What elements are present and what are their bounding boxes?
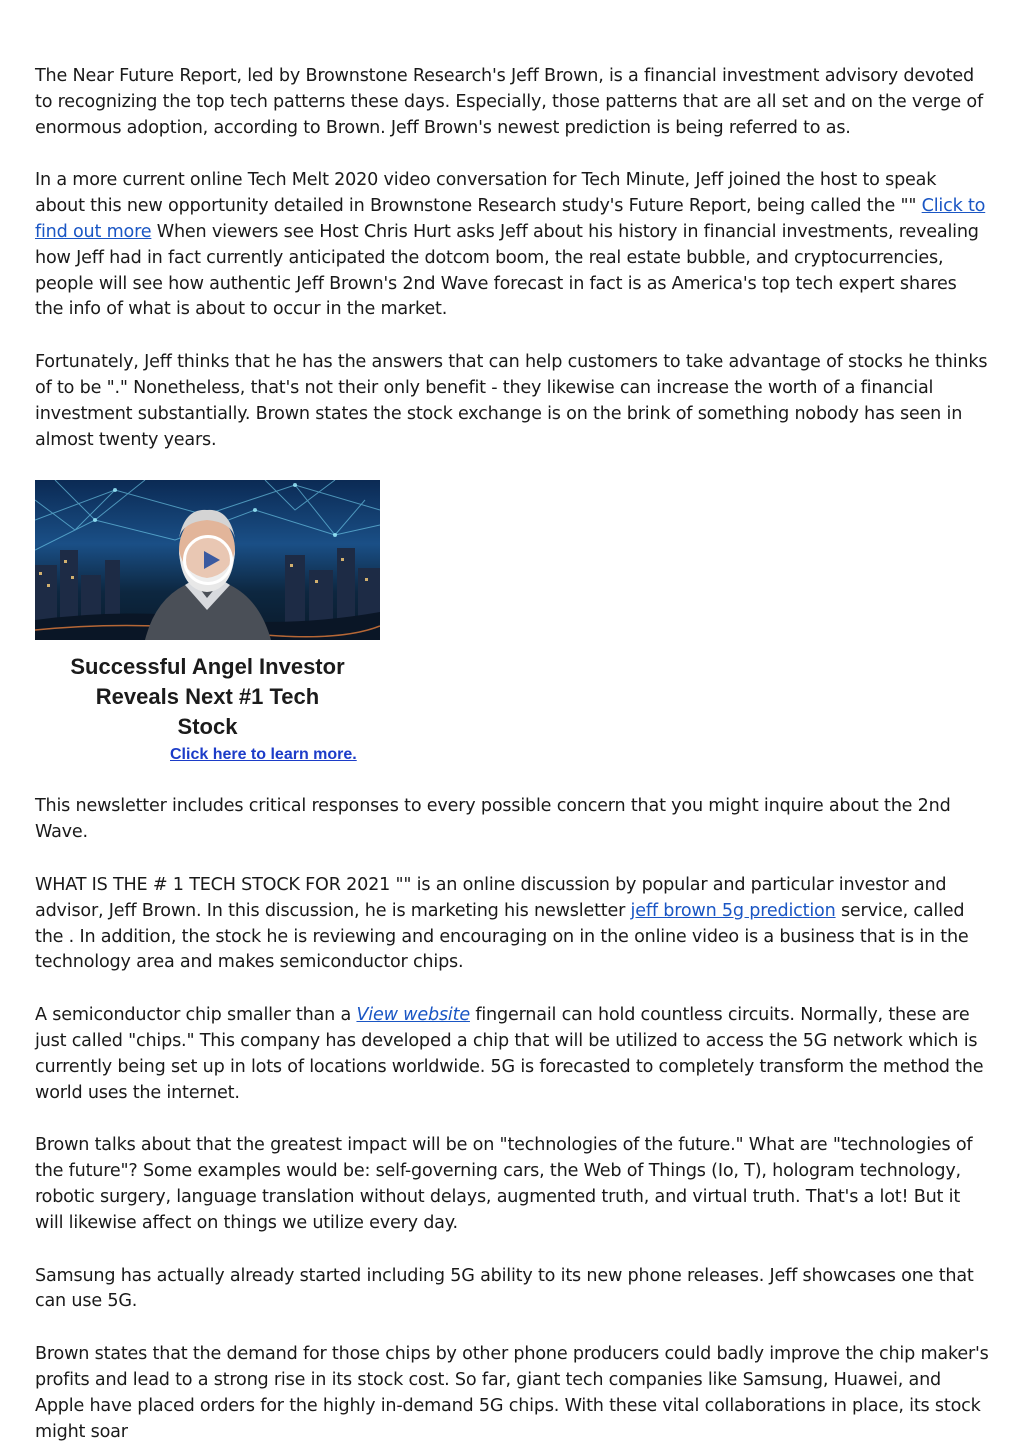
paragraph-technologies: Brown talks about that the greatest impact will be on "technologies of the future." What are "technologies of the future"? Some examples would be: self-governing cars, the Web of Things (Io, T), hologram technology, robotic surgery, language translation without delays, augmented truth, and virtual truth. That's a lot! But it will likewise affect on things we utilize every day.	[35, 1135, 973, 1233]
paragraph-newsletter: This newsletter includes critical responses to every possible concern that you might inquire about the 2nd Wave.	[35, 796, 951, 843]
paragraph-text: fingernail can hold countless circuits. Normally, these are just called "chips." This company has developed a chip that will be utilized to access the 5G network which is currently being set up in lots of locations worldwide. 5G is forecasted to completely transform the method the world uses the internet.	[35, 1005, 984, 1103]
paragraph-tech-stock	[35, 873, 990, 976]
view-website-link[interactable]: View website	[356, 1005, 470, 1026]
learn-more-link[interactable]: Click here to learn more.	[170, 746, 357, 764]
paragraph-fortunately: Fortunately, Jeff thinks that he has the answers that can help customers to take advantage of stocks he thinks of to be "." Nonetheless, that's not their only benefit - they likewise can increase the worth of a financial investment substantially. Brown states the stock exchange is on the brink of something nobody has seen in almost twenty years.	[35, 352, 988, 450]
paragraph-tech-melt	[35, 168, 990, 323]
paragraph-text: In a more current online Tech Melt 2020 video conversation for Tech Minute, Jeff joined the host to speak about this new opportunity detailed in Brownstone Research study's Future Report, being called the ""	[35, 170, 937, 217]
video-thumbnail[interactable]	[35, 480, 380, 640]
jeff-brown-prediction-link[interactable]: jeff brown 5g prediction	[630, 900, 836, 921]
promo-banner[interactable]	[35, 480, 380, 770]
paragraph-demand: Brown states that the demand for those chips by other phone producers could badly improve the chip maker's profits and lead to a strong rise in its stock cost. So far, giant tech companies like Samsung, Huawei, and Apple have placed orders for the highly in-demand 5G chips. With these vital collaborations in place, its stock might soar	[35, 1344, 989, 1442]
paragraph-text: When viewers see Host Chris Hurt asks Jeff about his history in financial investments, revealing how Jeff had in fact currently anticipated the dotcom boom, the real estate bubble, and cryptocurrencies, people will see how authentic Jeff Brown's 2nd Wave forecast in fact is as America's top tech expert shares the info of what is about to occur in the market.	[35, 221, 979, 320]
promo-title: Successful Angel Investor Reveals Next #1 Tech Stock	[70, 654, 345, 740]
paragraph-semiconductor	[35, 1003, 990, 1106]
find-out-more-link[interactable]: Click to find out more	[35, 196, 986, 242]
paragraph-intro: The Near Future Report, led by Brownstone Research's Jeff Brown, is a financial investment advisory devoted to recognizing the top tech patterns these days. Especially, those patterns that are all set and on the verge of enormous adoption, according to Brown. Jeff Brown's newest prediction is being referred to as.	[35, 66, 983, 138]
paragraph-samsung: Samsung has actually already started including 5G ability to its new phone releases. Jeff showcases one that can use 5G.	[35, 1265, 974, 1312]
paragraph-text: WHAT IS THE # 1 TECH STOCK FOR 2021 "" is an online discussion by popular and particular investor and advisor, Jeff Brown. In this discussion, he is marketing his newsletter	[35, 874, 947, 921]
paragraph-text: service, called the . In addition, the stock he is reviewing and encouraging on in the online video is a business that is in the technology area and makes semiconductor chips.	[35, 900, 969, 973]
paragraph-text: A semiconductor chip smaller than a	[35, 1005, 357, 1026]
